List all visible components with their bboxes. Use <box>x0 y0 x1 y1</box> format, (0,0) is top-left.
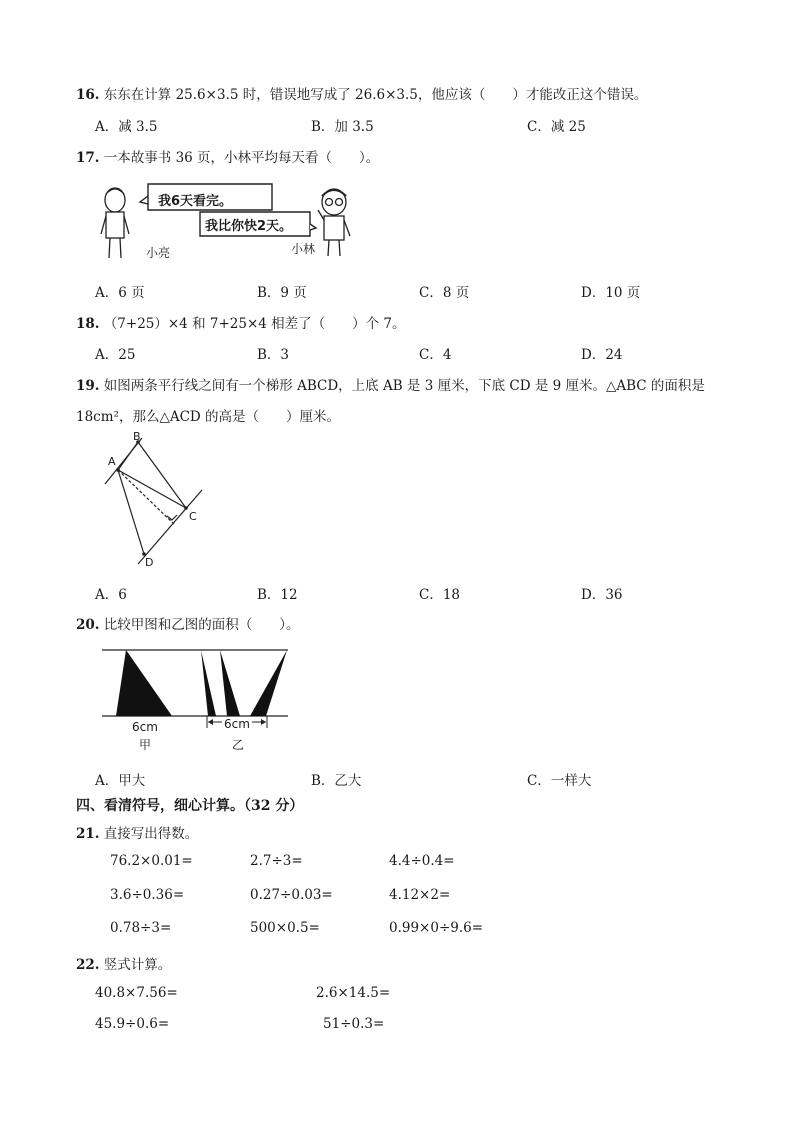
triangles-figure <box>100 646 295 721</box>
triangle-yi-1 <box>201 650 216 716</box>
label-jia-length: 6cm <box>132 720 158 734</box>
calc-item[interactable]: 4.12×2= <box>389 887 451 903</box>
bubble-xiaolin-text: 我比你快2天。 <box>205 219 293 234</box>
question-text: 直接写出得数。 <box>103 826 199 842</box>
name-xiaoliang: 小亮 <box>146 246 171 260</box>
calc-item[interactable]: 500×0.5= <box>250 920 320 936</box>
calc-item[interactable]: 0.99×0÷9.6= <box>389 920 484 936</box>
option-a[interactable]: A．6 页 <box>95 285 145 301</box>
option-b[interactable]: B．乙大 <box>311 773 362 789</box>
question-number: 17. <box>76 150 100 166</box>
option-a[interactable]: A．减 3.5 <box>95 119 158 135</box>
triangle-yi-3 <box>250 650 287 716</box>
question-number: 18. <box>76 316 100 332</box>
option-c[interactable]: C．18 <box>419 587 461 603</box>
option-c[interactable]: C．8 页 <box>419 285 470 301</box>
section-four-title: 四、看清符号，细心计算。（32 分） <box>76 798 304 814</box>
question-number: 20. <box>76 617 100 633</box>
option-b[interactable]: B．3 <box>257 347 290 363</box>
question-16 <box>76 83 647 103</box>
segment-bc <box>138 442 186 508</box>
label-c: C <box>189 510 197 523</box>
question-number: 21. <box>76 826 100 842</box>
parallel-line-bottom <box>138 490 202 564</box>
calc-item[interactable]: 0.78÷3= <box>110 920 172 936</box>
vertical-calc-item[interactable]: 40.8×7.56= <box>95 985 178 1001</box>
option-b[interactable]: B．9 页 <box>257 285 307 301</box>
question-number: 22. <box>76 957 100 973</box>
triangle-yi-2 <box>220 650 240 716</box>
question-text: 比较甲图和乙图的面积（ ）。 <box>103 617 300 633</box>
question-text-line1: 如图两条平行线之间有一个梯形 ABCD，上底 AB 是 3 厘米，下底 CD 是 9 厘米。△ABC 的面积是 <box>103 378 705 394</box>
question-19 <box>76 374 705 394</box>
option-d[interactable]: D．10 页 <box>581 285 641 301</box>
option-d[interactable]: D．24 <box>581 347 623 363</box>
question-text: 竖式计算。 <box>103 957 172 973</box>
question-20 <box>76 613 300 633</box>
calc-item[interactable]: 3.6÷0.36= <box>110 887 185 903</box>
triangle-jia <box>116 650 172 716</box>
vertical-calc-item[interactable]: 51÷0.3= <box>323 1016 385 1032</box>
option-a[interactable]: A．甲大 <box>95 773 146 789</box>
option-b[interactable]: B．12 <box>257 587 298 603</box>
vertical-calc-item[interactable]: 45.9÷0.6= <box>95 1016 170 1032</box>
bubble-xiaoliang-text: 我6天看完。 <box>158 194 233 209</box>
label-d: D <box>145 556 154 569</box>
calc-item[interactable]: 4.4÷0.4= <box>389 853 455 869</box>
question-19-line2: 18cm²，那么△ACD 的高是（ ）厘米。 <box>76 409 341 425</box>
option-a[interactable]: A．6 <box>95 587 127 603</box>
option-d[interactable]: D．36 <box>581 587 623 603</box>
option-c[interactable]: C．减 25 <box>527 119 586 135</box>
question-22 <box>76 953 171 973</box>
segment-ab <box>118 442 138 470</box>
option-a[interactable]: A．25 <box>95 347 136 363</box>
boy-xiaoliang-figure <box>101 188 129 258</box>
label-jia: 甲 <box>139 738 152 752</box>
label-yi-length: 6cm <box>224 717 250 731</box>
option-c[interactable]: C．4 <box>419 347 452 363</box>
option-b[interactable]: B．加 3.5 <box>311 119 374 135</box>
question-text: 一本故事书 36 页，小林平均每天看（ ）。 <box>103 150 380 166</box>
option-c[interactable]: C．一样大 <box>527 773 592 789</box>
calc-item[interactable]: 0.27÷0.03= <box>250 887 333 903</box>
question-text: （7+25）×4 和 7+25×4 相差了（ ）个 7。 <box>103 316 406 332</box>
question-number: 16. <box>76 87 100 103</box>
label-a: A <box>108 455 116 468</box>
boy-xiaolin-figure <box>318 189 350 256</box>
calc-item[interactable]: 2.7÷3= <box>250 853 303 869</box>
question-18 <box>76 312 406 332</box>
question-17 <box>76 146 379 166</box>
name-xiaolin: 小林 <box>291 242 316 256</box>
label-b: B <box>133 430 141 443</box>
vertical-calc-item[interactable]: 2.6×14.5= <box>316 985 391 1001</box>
question-text: 东东在计算 25.6×3.5 时，错误地写成了 26.6×3.5，他应该（ ）才能改正这个错误。 <box>103 87 648 103</box>
question-21 <box>76 822 198 842</box>
trapezoid-figure <box>100 432 210 577</box>
calc-item[interactable]: 76.2×0.01= <box>110 853 193 869</box>
question-number: 19. <box>76 378 100 394</box>
label-yi: 乙 <box>232 738 245 752</box>
